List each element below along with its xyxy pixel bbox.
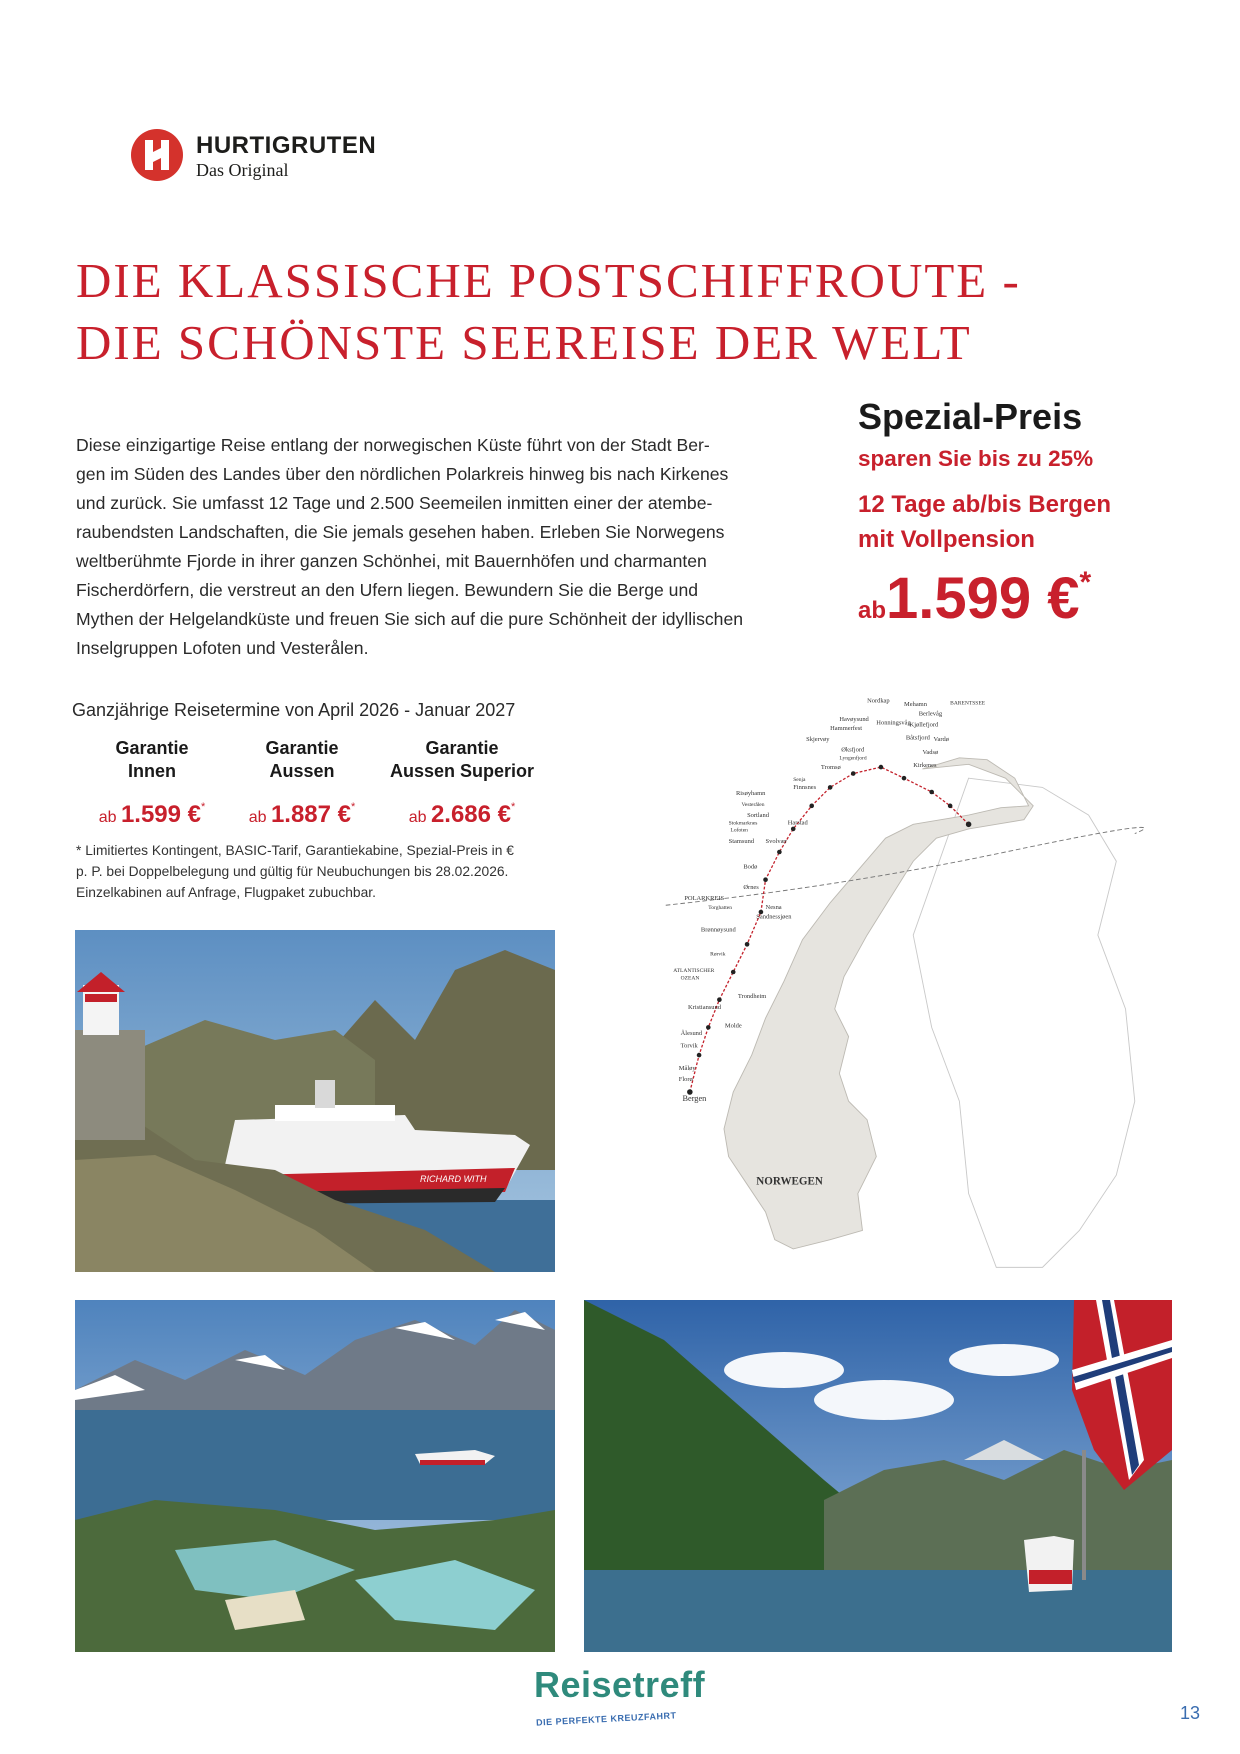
map-port-label: Lofoten — [730, 827, 748, 834]
map-port-label: Vadsø — [922, 749, 939, 757]
map-port-label: Senja — [793, 776, 806, 783]
price-column-innen — [82, 737, 222, 829]
map-port-label: Honningsvåg — [876, 719, 911, 727]
price-label-line: Aussen Superior — [389, 761, 535, 781]
price-amount: 2.686 € — [430, 801, 512, 828]
travel-dates: Ganzjährige Reisetermine von April 2026 - Januar 2027 — [72, 700, 516, 720]
price-prefix: ab — [408, 809, 427, 826]
ship-name-label: RICHARD WITH — [420, 1174, 487, 1184]
price-label — [382, 737, 542, 783]
logo-tagline: Das Original — [196, 160, 289, 180]
logo-name: HURTIGRUTEN — [196, 132, 377, 159]
footnote-line: Einzelkabinen auf Anfrage, Flugpaket zubuchbar. — [76, 885, 376, 900]
map-port-label: Svolvær — [765, 837, 788, 845]
lofoten-image — [75, 1300, 555, 1652]
intro-line: Inselgruppen Lofoten und Vesterålen. — [76, 638, 369, 658]
price-amount: 1.599 € — [120, 801, 202, 828]
map-port-label: Vardø — [933, 736, 949, 744]
map-port-label: Stamsund — [728, 837, 755, 845]
special-price-mark: * — [1079, 566, 1092, 599]
intro-line: gen im Süden des Landes über den nördlichen Polarkreis hinweg bis nach Kirkenes — [76, 464, 729, 484]
price-label-line: Garantie — [265, 738, 339, 758]
intro-text — [76, 431, 766, 663]
page-number: 13 — [1179, 1703, 1200, 1723]
headline-line-1: DIE KLASSISCHE POSTSCHIFFROUTE - — [76, 253, 1021, 308]
special-price-title: Spezial-Preis — [858, 396, 1083, 437]
price-prefix: ab — [98, 809, 117, 826]
price-value — [232, 801, 372, 829]
map-port-label: Harstad — [787, 819, 808, 827]
map-port-label: Bergen — [682, 1094, 707, 1104]
price-mark: * — [351, 801, 356, 813]
map-port-label: Nordkap — [867, 697, 890, 705]
route-map — [664, 672, 1144, 1272]
map-port-label: Ålesund — [680, 1029, 703, 1037]
map-port-label: Stokmarknes — [728, 820, 758, 827]
special-duration — [858, 487, 1228, 557]
map-port-label: Kristiansund — [688, 1003, 721, 1011]
special-price-prefix: ab — [858, 597, 887, 624]
map-polar-circle-label: POLARKREIS — [684, 895, 725, 902]
map-port-label: Havøysund — [839, 715, 869, 723]
map-port-label: Brønnøysund — [700, 926, 736, 934]
footnote-line: * Limitiertes Kontingent, BASIC-Tarif, Garantiekabine, Spezial-Preis in € — [76, 843, 514, 858]
photo-lofoten — [75, 1300, 555, 1652]
photo-fjord-flag — [584, 1300, 1172, 1652]
price-mark: * — [511, 801, 516, 813]
price-label-line: Garantie — [425, 738, 499, 758]
map-port-label: Sandnessjøen — [756, 913, 792, 921]
price-prefix: ab — [248, 809, 267, 826]
map-port-label: Kjøllefjord — [909, 721, 939, 729]
lighthouse-ship-image — [75, 930, 555, 1272]
special-price — [858, 565, 1228, 632]
map-port-label: Florø — [678, 1075, 693, 1083]
intro-line: Mythen der Helgelandküste und freuen Sie sich auf die pure Schönheit der idyllischen — [76, 609, 744, 629]
map-port-label: Øksfjord — [841, 746, 865, 754]
price-amount: 1.887 € — [270, 801, 352, 828]
price-label-line: Aussen — [269, 761, 335, 781]
map-ocean-label-1: ATLANTISCHER — [673, 968, 715, 974]
map-port-label: Berlevåg — [918, 710, 943, 718]
map-ocean-label-2: OZEAN — [680, 975, 700, 982]
map-port-label: Tromsø — [820, 763, 841, 771]
map-country-label: NORWEGEN — [756, 1175, 823, 1188]
map-port-label: Molde — [724, 1022, 742, 1030]
special-price-value: 1.599 € — [886, 566, 1080, 631]
price-label-line: Garantie — [115, 738, 189, 758]
price-column-aussen-superior — [382, 737, 542, 829]
price-label — [82, 737, 222, 783]
map-port-label: Torvik — [680, 1042, 698, 1050]
map-port-label: Finnsnes — [793, 784, 817, 792]
footnote-line: p. P. bei Doppelbelegung und gültig für Neubuchungen bis 28.02.2026. — [76, 864, 509, 879]
map-port-label: Ørnes — [743, 883, 759, 891]
price-label — [232, 737, 372, 783]
headline-line-2: DIE SCHÖNSTE SEEREISE DER WELT — [76, 315, 972, 370]
norway-route-map — [664, 672, 1144, 1272]
hurtigruten-logo — [130, 128, 430, 188]
map-port-label: Mehamn — [904, 701, 927, 709]
page-headline — [76, 250, 1021, 374]
map-port-label: Torghatten — [708, 905, 733, 912]
price-value — [82, 801, 222, 829]
reisetreff-logo — [514, 1664, 714, 1734]
hurtigruten-logo-icon — [130, 128, 184, 182]
map-port-label: Skjervøy — [806, 736, 830, 744]
map-port-label: Nesna — [765, 904, 782, 912]
map-port-label: Sortland — [747, 811, 769, 819]
intro-line: Fischerdörfern, die verstreut an den Ufern liegen. Bewundern Sie die Berge und — [76, 580, 699, 600]
map-barents-label: BARENTSSEE — [950, 700, 986, 707]
map-port-label: Lyngenfjord — [839, 755, 867, 762]
special-price-box — [858, 396, 1228, 632]
special-saving: sparen Sie bis zu 25% — [858, 446, 1094, 471]
map-port-label: Vesterålen — [741, 801, 765, 808]
price-mark: * — [201, 801, 206, 813]
intro-line: Diese einzigartige Reise entlang der norwegischen Küste führt von der Stadt Ber- — [76, 435, 710, 455]
map-port-label: Måløy — [678, 1064, 696, 1072]
price-value — [382, 801, 542, 829]
map-port-label: Kirkenes — [913, 762, 937, 770]
map-port-label: Bodø — [743, 863, 758, 871]
map-port-label: Rørvik — [710, 951, 726, 958]
intro-line: raubendsten Landschaften, die Sie jemals gesehen haben. Erleben Sie Norwegens — [76, 522, 725, 542]
intro-line: weltberühmte Fjorde in ihrer ganzen Schönhei, mit Bauernhöfen und charmanten — [76, 551, 707, 571]
photo-lighthouse-ship — [75, 930, 555, 1272]
map-port-label: Trondheim — [737, 992, 767, 1000]
special-duration-line-1: 12 Tage ab/bis Bergen — [858, 491, 1111, 518]
special-duration-line-2: mit Vollpension — [858, 526, 1035, 553]
map-port-label: Båtsfjord — [905, 734, 930, 742]
brand-tagline: DIE PERFEKTE KREUZFAHRT — [535, 1710, 677, 1728]
fjord-flag-image — [584, 1300, 1172, 1652]
price-footnote — [76, 840, 536, 903]
map-port-label: Risøyhamn — [736, 789, 766, 797]
intro-line: und zurück. Sie umfasst 12 Tage und 2.500 Seemeilen inmitten einer der atembe- — [76, 493, 713, 513]
map-port-label: Hammerfest — [830, 725, 863, 733]
brand-name: Reisetreff — [534, 1664, 706, 1705]
price-column-aussen — [232, 737, 372, 829]
price-label-line: Innen — [128, 761, 176, 781]
